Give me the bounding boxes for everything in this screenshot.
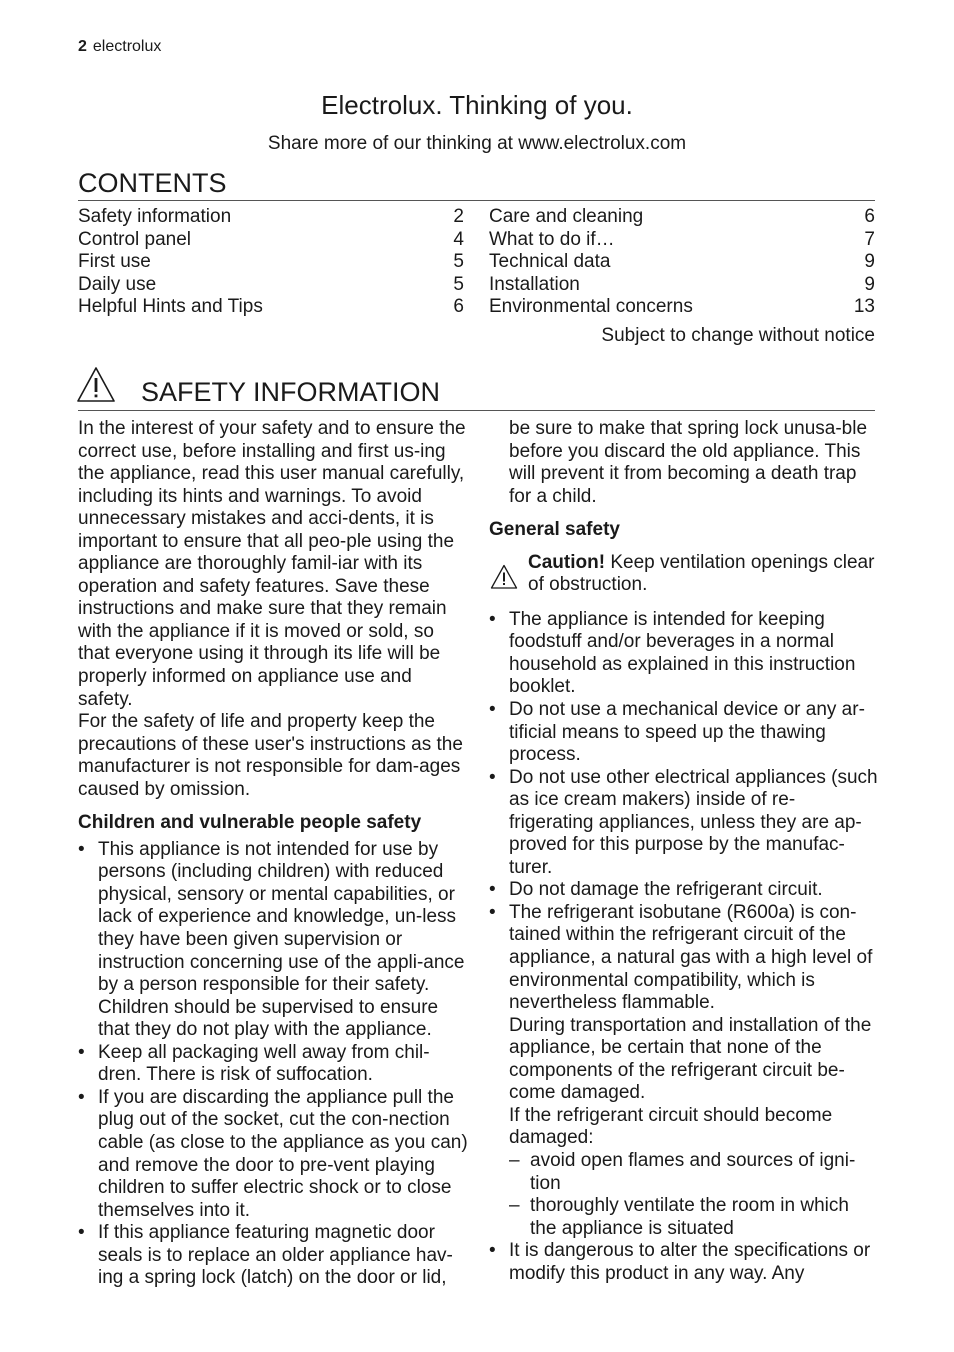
list-item: • If this appliance featuring magnetic door seals is to replace an older appliance hav-ing a spring lock (latch) on the door or lid, — [78, 1222, 468, 1290]
page-number: 2 — [78, 38, 87, 55]
toc-left-column — [78, 206, 464, 319]
list-item-continuation: be sure to make that spring lock unusa-ble before you discard the old appliance. This will prevent it from becoming a death trap for a child. — [509, 418, 868, 507]
toc-entry[interactable]: Control panel 4 — [78, 228, 464, 250]
change-notice: Subject to change without notice — [601, 325, 875, 346]
general-safety-heading: General safety — [489, 519, 620, 541]
toc-entry[interactable]: Care and cleaning 6 — [489, 206, 875, 227]
list-item: • If you are discarding the appliance pull the plug out of the socket, cut the con-nection cable (as close to the appliance as you can) and remove the door to pre-vent playing children to suffer electric shock or to close themselves into it. — [78, 1087, 468, 1222]
toc-entry[interactable]: First use 5 — [78, 251, 464, 273]
toc-entry[interactable]: What to do if… 7 — [489, 228, 875, 250]
list-item: – thoroughly ventilate the room in which the appliance is situated — [509, 1195, 879, 1240]
caution-text: Keep ventilation openings clear of obstruction. — [528, 551, 875, 596]
toc-entry[interactable]: Environmental concerns 13 — [489, 296, 875, 318]
caution-triangle-icon — [490, 564, 518, 590]
intro-paragraph: For the safety of life and property keep the precautions of these user's instructions as the manufacturer is not responsible for dam-ages caused by omission. — [78, 711, 463, 800]
warning-triangle-icon — [76, 366, 116, 404]
safety-right-column — [489, 418, 879, 1285]
list-item: • Keep all packaging well away from chil-dren. There is risk of suffocation. — [78, 1042, 468, 1087]
list-item: • This appliance is not intended for use by persons (including children) with reduced physical, sensory or mental capabilities, or lack of experience and knowledge, un-less they have been given supervision or instruction concerning use of the appli-ance by a person responsible for their safety. Children should be supervised to ensure that they do not play with the appliance. — [78, 839, 468, 1042]
contents-heading: CONTENTS — [78, 168, 227, 198]
list-item: • Do not use a mechanical device or any ar-tificial means to speed up the thawing process. — [489, 699, 879, 767]
intro-paragraph: In the interest of your safety and to ensure the correct use, before installing and first us-ing the appliance, read this user manual carefully, including its hints and warnings. To avoid unnecessary mistakes and acci-dents, it is important to ensure that all peo-ple using the appliance are thoroughly famil-iar with its operation and safety features. Save these instructions and make sure that they remain with the appliance if it is moved or sold, so that everyone using it through its life will be properly informed on appliance use and safety. — [78, 418, 466, 710]
caution-label: Caution! — [528, 551, 606, 573]
list-item: • Do not use other electrical appliances (such as ice cream makers) inside of re-frigerating appliances, unless they are ap-proved for this purpose by the manufac-turer. — [489, 767, 879, 880]
toc-right-column — [489, 206, 875, 319]
list-item: • It is dangerous to alter the specifications or modify this product in any way. Any — [489, 1240, 879, 1285]
toc-entry[interactable]: Daily use 5 — [78, 273, 464, 295]
contents-divider — [78, 200, 875, 201]
list-item: • The refrigerant isobutane (R600a) is con-tained within the refrigerant circuit of the appliance, a natural gas with a high level of environmental compatibility, which is nevertheless flammable. During transportation and installation of the appliance, be certain that none of the components of the refrigerant circuit be-come damaged. If the refrigerant circuit should become damaged: – avoid open flames and sources of igni-tion – thoroughly ventilate the room in which the appliance is situated — [489, 902, 879, 1240]
toc-entry[interactable]: Installation 9 — [489, 273, 875, 295]
safety-heading: SAFETY INFORMATION — [141, 377, 441, 407]
tagline-subtitle: Share more of our thinking at www.electrolux.com — [267, 133, 687, 154]
toc-entry[interactable]: Helpful Hints and Tips 6 — [78, 296, 464, 318]
toc-entry[interactable]: Technical data 9 — [489, 251, 875, 273]
safety-left-column — [78, 418, 468, 1290]
children-safety-list — [78, 839, 468, 1290]
general-safety-list — [489, 609, 879, 1285]
tagline-title: Electrolux. Thinking of you. — [321, 90, 633, 120]
caution-note — [489, 552, 879, 597]
brand-name: electrolux — [92, 38, 162, 55]
toc-entry[interactable]: Safety information 2 — [78, 206, 464, 227]
damage-steps-list — [509, 1150, 879, 1240]
list-item: • Do not damage the refrigerant circuit. — [489, 879, 879, 902]
list-item: – avoid open flames and sources of igni-tion — [509, 1150, 879, 1195]
safety-divider — [78, 410, 875, 411]
page-header — [78, 38, 161, 56]
children-safety-heading: Children and vulnerable people safety — [78, 812, 422, 834]
list-item: • The appliance is intended for keeping foodstuff and/or beverages in a normal household as explained in this instruction booklet. — [489, 609, 879, 699]
